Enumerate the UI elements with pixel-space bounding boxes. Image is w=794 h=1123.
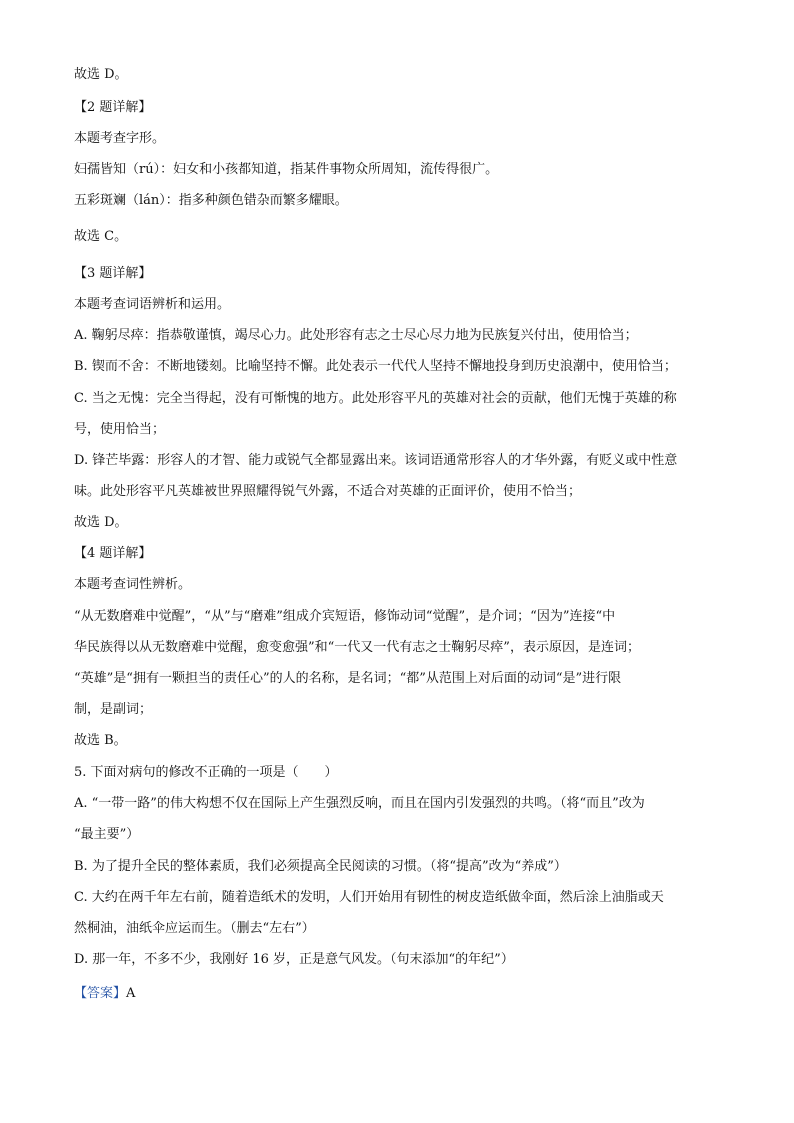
answer-line: [74, 985, 720, 1003]
text-line: B. 锲而不舍：不断地镂刻。比喻坚持不懈。此处表示一代代人坚持不懈地投身到历史浪潮中，使用恰当；: [74, 359, 677, 374]
text-line: D. 锋芒毕露：形容人的才智、能力或锐气全都显露出来。该词语通常形容人的才华外露，有贬义或中性意: [74, 453, 678, 468]
answer-tag: 【答案】: [74, 986, 127, 1001]
text-line: 故选 D。: [74, 67, 128, 82]
text-line: A. 鞠躬尽瘁：指恭敬谨慎，竭尽心力。此处形容有志之士尽心尽力地为民族复兴付出，使用恰当；: [74, 328, 638, 343]
text-line: “英雄”是“拥有一颗担当的责任心”的人的名称，是名词；“都”从范围上对后面的动词“是”进行限: [74, 671, 622, 686]
option-a: A. “一带一路”的伟大构想不仅在国际上产生强烈反响，而且在国内引发强烈的共鸣。（将“而且”改为: [74, 796, 645, 811]
option-b: B. 为了提升全民的整体素质，我们必须提高全民阅读的习惯。（将“提高”改为“养成”）: [74, 859, 567, 874]
text-line: 故选 B。: [74, 733, 127, 748]
text-line: 本题考查词性辨析。: [74, 577, 192, 592]
option-c: C. 大约在两千年左右前，随着造纸术的发明，人们开始用有韧性的树皮造纸做伞面，然后涂上油脂或天: [74, 890, 664, 905]
text-line: 故选 D。: [74, 515, 128, 530]
option-d: D. 那一年，不多不少，我刚好 16 岁，正是意气风发。（句末添加“的年纪”）: [74, 952, 514, 967]
text-line: 然桐油，油纸伞应运而生。（删去“左右”）: [74, 921, 315, 936]
section-header: 【3 题详解】: [74, 266, 152, 281]
text-line: 制，是副词；: [74, 702, 153, 717]
section-header: 【2 题详解】: [74, 100, 152, 115]
answer-value: A: [126, 986, 136, 1001]
section-header: 【4 题详解】: [74, 546, 152, 561]
text-line: “最主要”）: [74, 827, 140, 842]
text-line: 本题考查字形。: [74, 131, 166, 146]
text-line: 华民族得以从无数磨难中觉醒，愈变愈强”和“一代又一代有志之士鞠躬尽瘁”，表示原因，是连词；: [74, 640, 640, 655]
text-line: 妇孺皆知（rú）：妇女和小孩都知道，指某件事物众所周知，流传得很广。: [74, 162, 499, 177]
text-line: C. 当之无愧：完全当得起，没有可惭愧的地方。此处形容平凡的英雄对社会的贡献，他们无愧于英雄的称: [74, 391, 677, 406]
question-stem: 5. 下面对病句的修改不正确的一项是（ ）: [74, 765, 338, 780]
text-line: 故选 C。: [74, 229, 128, 244]
text-line: 味。此处形容平凡英雄被世界照耀得锐气外露，不适合对英雄的正面评价，使用不恰当；: [74, 484, 582, 499]
text-line: 五彩斑斓（lán）：指多种颜色错杂而繁多耀眼。: [74, 193, 348, 208]
text-line: 本题考查词语辨析和运用。: [74, 297, 231, 312]
text-line: 号，使用恰当；: [74, 422, 166, 437]
text-line: “从无数磨难中觉醒”，“从”与“磨难”组成介宾短语，修饰动词“觉醒”，是介词；“因为”连接“中: [74, 609, 616, 624]
